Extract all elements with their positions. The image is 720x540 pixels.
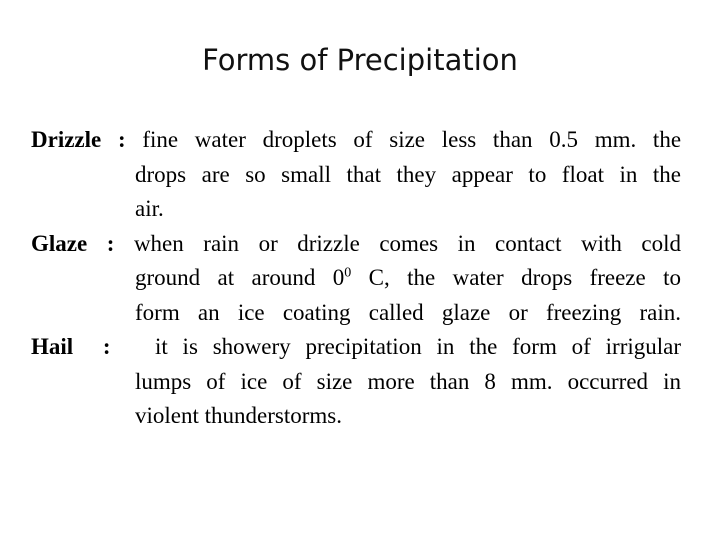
degree-superscript: 0 — [344, 265, 352, 281]
definition-text: drops are so small that they appear to float in the — [135, 161, 681, 187]
definition-line — [31, 296, 681, 331]
term-hail: Hail — [31, 334, 74, 359]
definition-text: form an ice coating called glaze or freezing rain. — [135, 299, 681, 325]
term-separator: : — [102, 334, 111, 359]
definition-line — [31, 365, 681, 400]
definition-line — [31, 158, 681, 193]
definition-text: C, the water drops freeze to — [351, 265, 681, 290]
definition-text: air. — [135, 196, 164, 221]
definition-text: ground at around 0 — [135, 265, 345, 290]
definition-glaze — [31, 227, 681, 331]
definition-text: lumps of ice of size more than 8 mm. occurred in — [135, 368, 681, 394]
definition-list — [31, 123, 681, 434]
definition-text: when rain or drizzle comes in contact with cold — [133, 230, 682, 256]
definition-line — [31, 192, 681, 227]
definition-text: fine water droplets of size less than 0.5 mm. the — [142, 127, 682, 152]
definition-line — [31, 399, 681, 434]
definition-hail — [31, 330, 681, 434]
term-drizzle: Drizzle — [31, 127, 102, 152]
definition-line — [31, 227, 681, 262]
definition-text: it is showery precipitation in the form of irrigular — [154, 334, 682, 359]
definition-text: violent thunderstorms. — [135, 403, 342, 428]
definition-line — [31, 330, 681, 365]
term-separator: : — [106, 230, 115, 256]
definition-drizzle — [31, 123, 681, 227]
definition-line — [31, 123, 681, 158]
definition-line — [31, 261, 681, 296]
term-separator: : — [117, 127, 126, 152]
slide-title: Forms of Precipitation — [202, 43, 518, 77]
term-glaze: Glaze — [31, 230, 88, 256]
